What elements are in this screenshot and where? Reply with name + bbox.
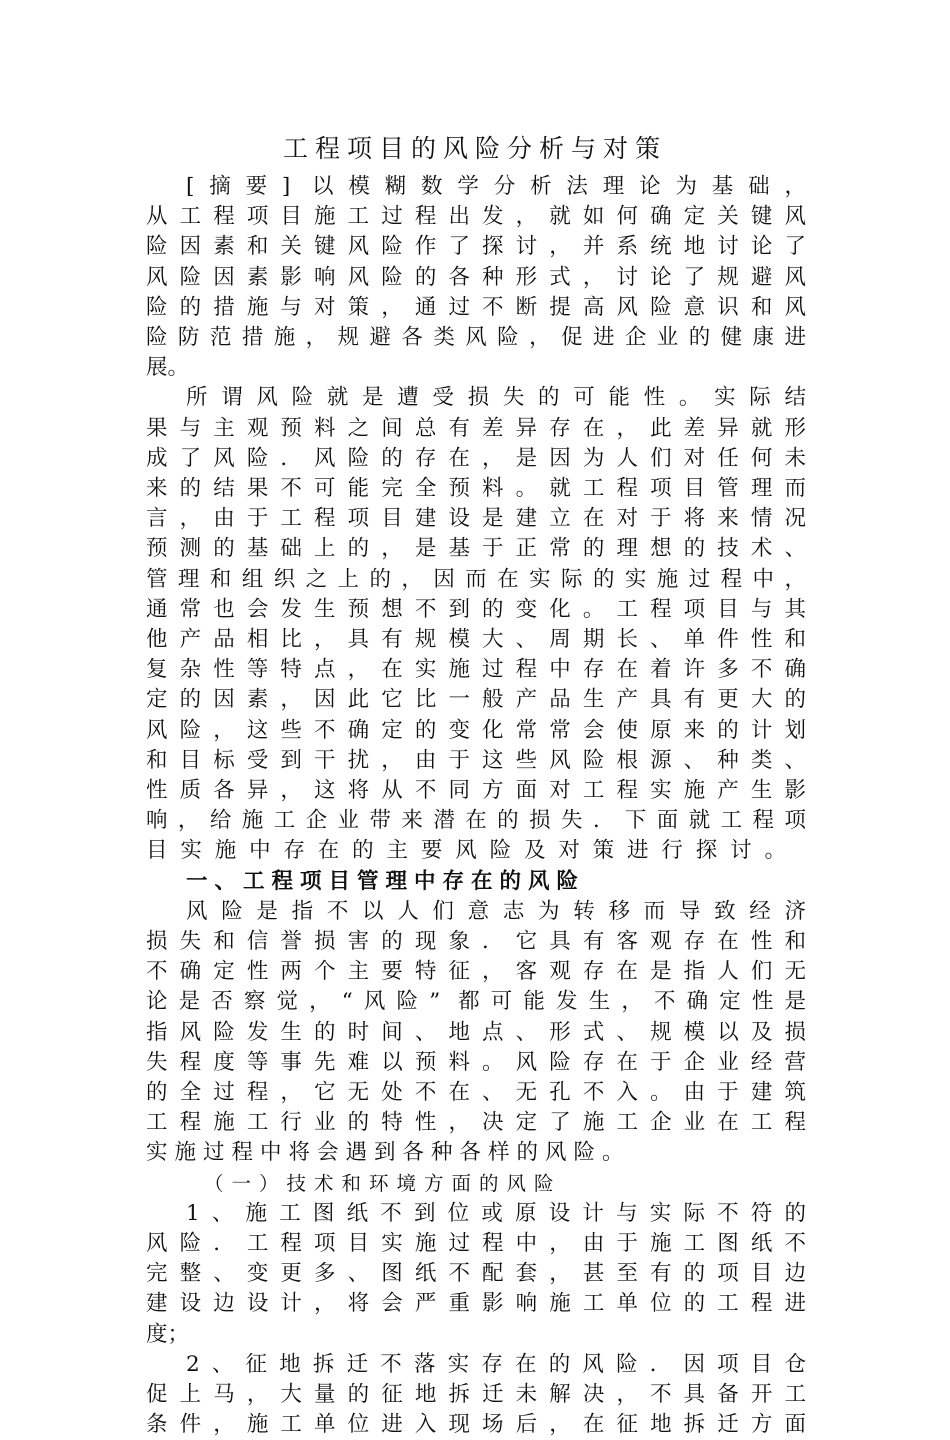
abstract-line: 从工程项目施工过程出发，就如何确定关键风 [146,204,806,230]
paragraph-line: 失程度等事先难以预料。风险存在于企业经营 [146,1049,806,1075]
abstract-line: 险的措施与对策，通过不断提高风险意识和风 [146,294,806,320]
paragraph-line: 果与主观预料之间总有差异存在，此差异就形 [146,415,806,441]
paragraph-line: 复杂性等特点，在实施过程中存在着许多不确 [146,657,806,683]
paragraph-line: 性质各异，这将从不同方面对工程实施产生影 [146,778,806,803]
abstract-line: 险防范措施，规避各类风险，促进企业的健康进 [146,325,806,350]
paragraph-line: 实施过程中将会遇到各种各样的风险。 [146,1140,631,1166]
paragraph-line: 2、征地拆迁不落实存在的风险．因项目仓 [186,1351,806,1377]
paragraph-line: 响，给施工企业带来潜在的损失．下面就工程项 [146,808,806,834]
paragraph-line: 工程施工行业的特性，决定了施工企业在工程 [146,1110,806,1136]
paragraph-line: 建设边设计，将会严重影响施工单位的工程进 [146,1291,806,1317]
paragraph-line: 条件，施工单位进入现场后，在征地拆迁方面 [146,1412,806,1438]
section-heading: 一、工程项目管理中存在的风险 [186,868,586,894]
paragraph-line: 损失和信誉损害的现象．它具有客观存在性和 [146,929,806,954]
paragraph-line: 他产品相比，具有规模大、周期长、单件性和 [146,627,806,652]
paragraph-line: 目实施中存在的主要风险及对策进行探讨。 [146,838,786,864]
abstract-line: 展。 [146,355,190,381]
document-title: 工程项目的风险分析与对策 [282,134,667,163]
paragraph-line: 的全过程，它无处不在、无孔不入。由于建筑 [146,1080,806,1105]
abstract-line: 险因素和关键风险作了探讨，并系统地讨论了 [146,234,806,260]
paragraph-line: 风险．工程项目实施过程中，由于施工图纸不 [146,1231,806,1256]
paragraph-line: 通常也会发生预想不到的变化。工程项目与其 [146,596,806,622]
paragraph-line: 来的结果不可能完全预料。就工程项目管理而 [146,476,806,501]
paragraph-line: 所谓风险就是遭受损失的可能性。实际结 [186,385,806,411]
paragraph-line: 促上马，大量的征地拆迁未解决，不具备开工 [146,1382,806,1407]
paragraph-line: 论是否察觉，“风险” 都可能发生，不确定性是 [146,989,806,1015]
paragraph-line: 和目标受到干扰，由于这些风险根源、种类、 [146,747,806,773]
paragraph-line: 完整、变更多、图纸不配套，甚至有的项目边 [146,1261,806,1287]
abstract-line: [摘要] 以模糊数学分析法理论为基础， [186,174,806,199]
paragraph-line: 定的因素，因此它比一般产品生产具有更大的 [146,687,806,713]
abstract-line: 风险因素影响风险的各种形式，讨论了规避风 [146,264,806,290]
paragraph-line: 预测的基础上的，是基于正常的理想的技术、 [146,536,806,562]
paragraph-line: 1、施工图纸不到位或原设计与实际不符的 [186,1200,806,1226]
paragraph-line: 不确定性两个主要特征，客观存在是指人们无 [146,959,806,985]
paragraph-line: 管理和组织之上的，因而在实际的实施过程中， [146,566,806,592]
paragraph-line: 度； [146,1321,190,1347]
paragraph-line: 风险，这些不确定的变化常常会使原来的计划 [146,717,806,743]
paragraph-line: 风险是指不以人们意志为转移而导致经济 [186,898,806,924]
paragraph-line: 言，由于工程项目建设是建立在对于将来情况 [146,506,806,532]
subsection-heading: （一）技术和环境方面的风险 [204,1171,562,1195]
paragraph-line: 成了风险．风险的存在，是因为人们对任何未 [146,445,806,471]
paragraph-line: 指风险发生的时间、地点、形式、规模以及损 [146,1019,806,1045]
